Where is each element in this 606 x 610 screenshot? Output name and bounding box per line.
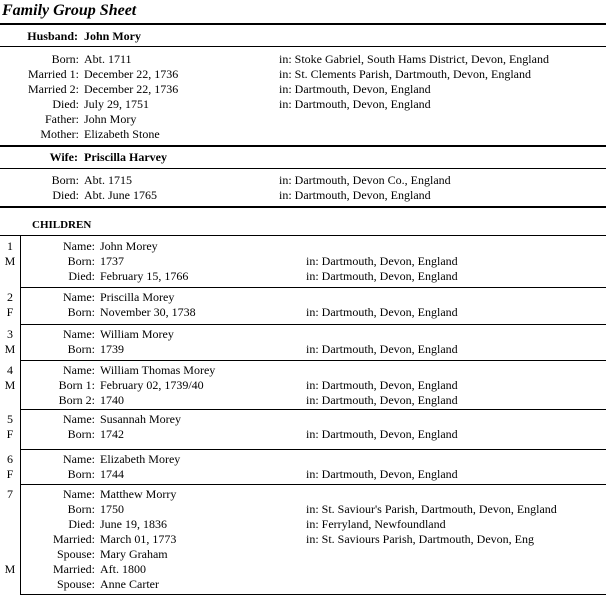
fact-label: Born:: [51, 173, 79, 187]
child-fact-label: Name:: [63, 452, 95, 466]
child-separator: [20, 449, 606, 450]
child-fact-place: in: Dartmouth, Devon, England: [306, 342, 458, 356]
child-fact-label: Born 2:: [58, 393, 95, 407]
fact-place: in: Dartmouth, Devon, England: [279, 188, 431, 202]
child-fact-value: Matthew Morry: [100, 487, 177, 501]
child-fact-value: Priscilla Morey: [100, 290, 175, 304]
fact-place: in: Dartmouth, Devon, England: [279, 82, 431, 96]
child-fact-place: in: St. Saviours Parish, Dartmouth, Devon, Eng: [306, 532, 534, 546]
child-fact-label: Married:: [53, 532, 95, 546]
child-fact-value: William Thomas Morey: [100, 363, 216, 377]
child-fact-value: Susannah Morey: [100, 412, 181, 426]
child-fact-value: 1740: [100, 393, 124, 407]
child-fact-label: Born:: [67, 427, 95, 441]
child-number: 6: [7, 452, 13, 466]
child-fact-place: in: St. Saviour's Parish, Dartmouth, Devon, England: [306, 502, 557, 516]
child-separator: [20, 287, 606, 288]
fact-place: in: Dartmouth, Devon, England: [279, 97, 431, 111]
child-fact-place: in: Dartmouth, Devon, England: [306, 427, 458, 441]
divider: [0, 235, 606, 236]
fact-label: Married 2:: [28, 82, 79, 96]
child-fact-label: Name:: [63, 239, 95, 253]
divider: [0, 168, 606, 169]
fact-label: Died:: [52, 188, 79, 202]
child-separator: [20, 360, 606, 361]
child-fact-label: Name:: [63, 290, 95, 304]
child-fact-value: November 30, 1738: [100, 305, 196, 319]
fact-value: December 22, 1736: [84, 82, 179, 96]
fact-value: December 22, 1736: [84, 67, 179, 81]
children-heading: CHILDREN: [32, 219, 92, 231]
child-fact-value: Anne Carter: [100, 577, 159, 591]
child-fact-value: John Morey: [100, 239, 158, 253]
child-fact-value: 1737: [100, 254, 124, 268]
child-fact-label: Married:: [53, 562, 95, 576]
fact-place: in: Dartmouth, Devon Co., England: [279, 173, 451, 187]
child-fact-place: in: Dartmouth, Devon, England: [306, 305, 458, 319]
child-fact-label: Name:: [63, 327, 95, 341]
child-fact-place: in: Dartmouth, Devon, England: [306, 393, 458, 407]
divider: [0, 145, 606, 147]
child-sex: M: [4, 562, 16, 576]
child-fact-label: Name:: [63, 412, 95, 426]
child-sex: F: [6, 467, 14, 481]
fact-place: in: St. Clements Parish, Dartmouth, Devon, England: [279, 67, 531, 81]
child-fact-value: February 15, 1766: [100, 269, 189, 283]
child-separator: [20, 594, 606, 595]
child-sex: M: [4, 342, 16, 356]
fact-value: July 29, 1751: [84, 97, 150, 111]
wife-name: Priscilla Harvey: [84, 150, 167, 164]
child-fact-value: Aft. 1800: [100, 562, 146, 576]
child-number: 1: [7, 239, 13, 253]
child-sex: F: [6, 427, 14, 441]
child-number: 5: [7, 412, 13, 426]
child-fact-value: William Morey: [100, 327, 174, 341]
child-number: 4: [7, 363, 13, 377]
child-fact-value: February 02, 1739/40: [100, 378, 204, 392]
child-fact-value: June 19, 1836: [100, 517, 167, 531]
fact-label: Married 1:: [28, 67, 79, 81]
child-separator: [20, 324, 606, 325]
child-fact-place: in: Dartmouth, Devon, England: [306, 254, 458, 268]
child-fact-label: Born:: [67, 342, 95, 356]
child-fact-label: Died:: [68, 517, 95, 531]
child-fact-label: Born:: [67, 305, 95, 319]
wife-label: Wife:: [49, 150, 78, 164]
child-fact-label: Spouse:: [56, 547, 95, 561]
child-fact-value: Elizabeth Morey: [100, 452, 181, 466]
child-fact-label: Born 1:: [58, 378, 95, 392]
fact-value: Abt. June 1765: [84, 188, 157, 202]
fact-place: in: Stoke Gabriel, South Hams District, Devon, England: [279, 52, 549, 66]
fact-value: Elizabeth Stone: [84, 127, 160, 141]
child-fact-label: Born:: [67, 502, 95, 516]
husband-label: Husband:: [27, 29, 78, 43]
child-sex: F: [6, 305, 14, 319]
child-sex: M: [4, 378, 16, 392]
child-sex: M: [4, 254, 16, 268]
child-fact-label: Born:: [67, 254, 95, 268]
fact-label: Mother:: [40, 127, 79, 141]
child-fact-place: in: Dartmouth, Devon, England: [306, 467, 458, 481]
child-fact-label: Died:: [68, 269, 95, 283]
fact-value: Abt. 1715: [84, 173, 132, 187]
divider: [0, 206, 606, 208]
husband-name: John Mory: [84, 29, 141, 43]
child-fact-place: in: Dartmouth, Devon, England: [306, 269, 458, 283]
child-number: 3: [7, 327, 13, 341]
child-separator: [20, 409, 606, 410]
child-fact-label: Name:: [63, 487, 95, 501]
fact-label: Father:: [45, 112, 79, 126]
child-fact-place: in: Ferryland, Newfoundland: [306, 517, 446, 531]
fact-label: Died:: [52, 97, 79, 111]
child-number: 2: [7, 290, 13, 304]
fact-label: Born:: [51, 52, 79, 66]
child-fact-label: Born:: [67, 467, 95, 481]
divider: [0, 23, 606, 25]
fact-value: John Mory: [84, 112, 137, 126]
child-fact-value: Mary Graham: [100, 547, 168, 561]
page-title: Family Group Sheet: [2, 2, 137, 19]
child-fact-value: March 01, 1773: [100, 532, 177, 546]
child-fact-value: 1739: [100, 342, 124, 356]
child-fact-value: 1744: [100, 467, 124, 481]
fact-value: Abt. 1711: [84, 52, 132, 66]
child-fact-place: in: Dartmouth, Devon, England: [306, 378, 458, 392]
child-fact-label: Spouse:: [56, 577, 95, 591]
child-fact-label: Name:: [63, 363, 95, 377]
divider: [0, 46, 606, 47]
child-separator: [20, 484, 606, 485]
child-number: 7: [7, 487, 13, 501]
child-fact-value: 1750: [100, 502, 124, 516]
child-fact-value: 1742: [100, 427, 124, 441]
